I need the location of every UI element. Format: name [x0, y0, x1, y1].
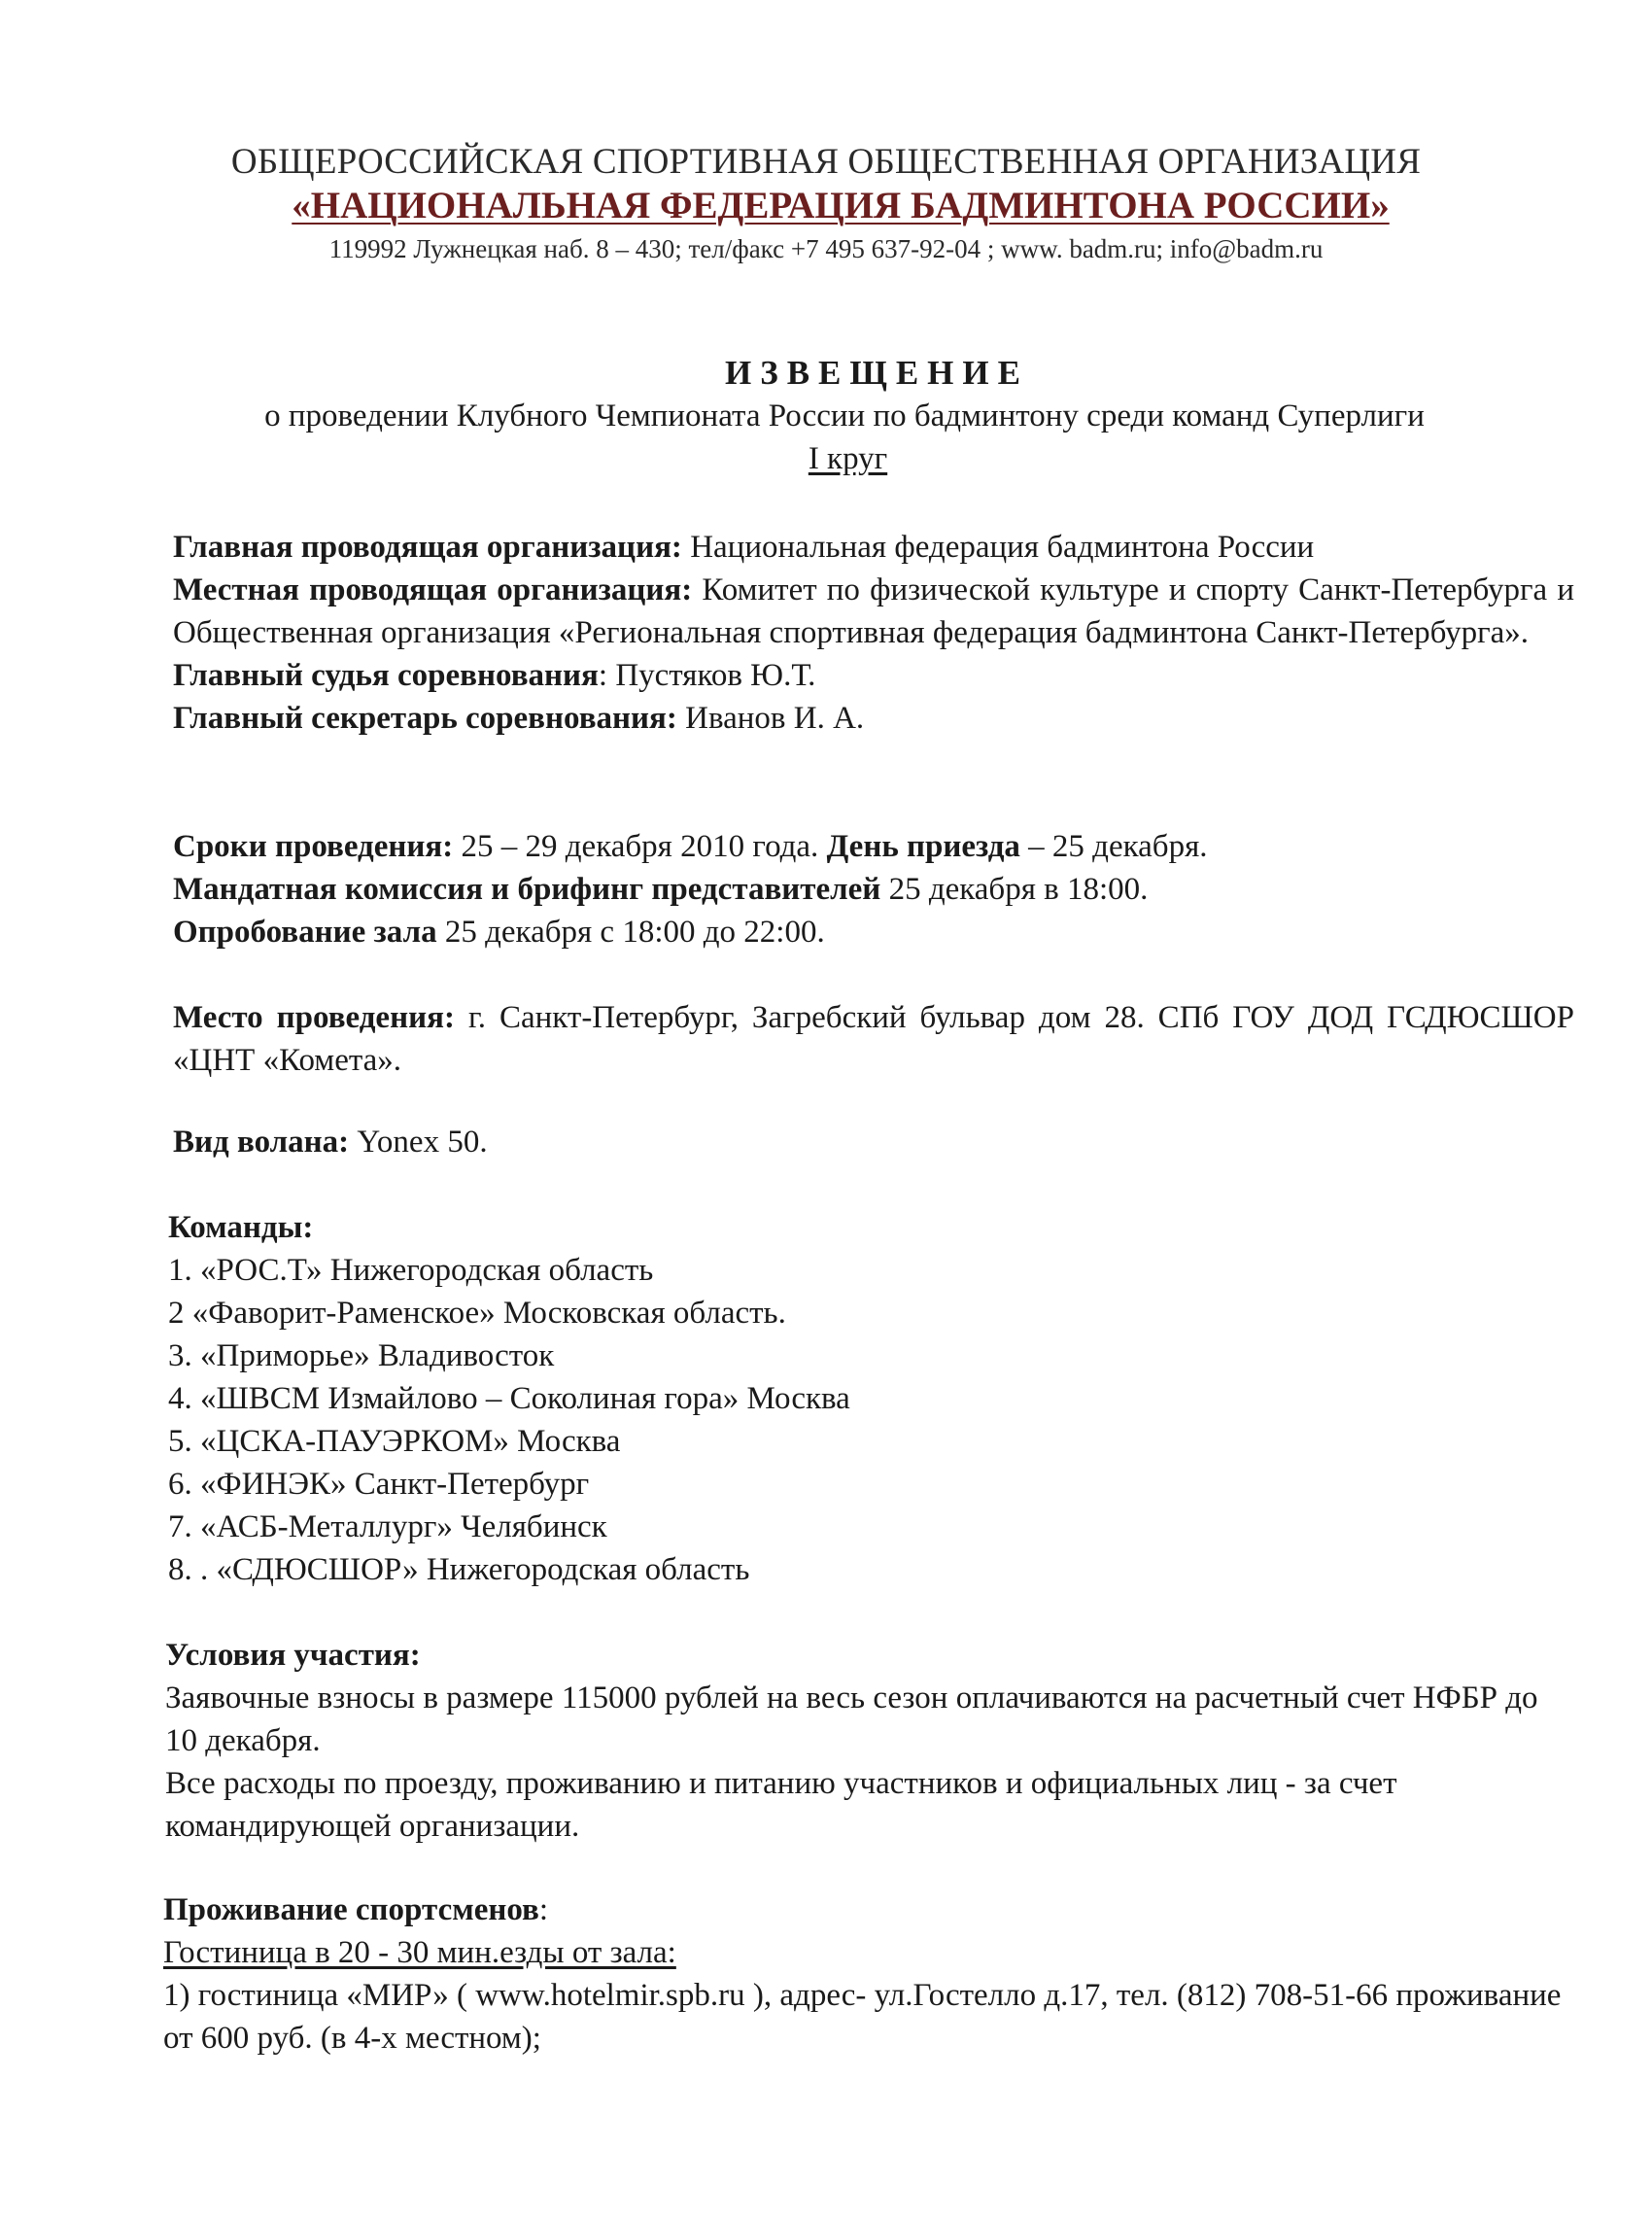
accommodation-label: Проживание спортсменов [163, 1892, 539, 1927]
contact-address: 119992 Лужнецкая наб. 8 – 430; тел/факс +7 495 637-92-04 ; www. badm.ru; info@badm.ru [328, 234, 1324, 263]
expenses: Все расходы по проезду, проживанию и питанию участников и официальных лиц - за счет командирующей организации. [165, 1766, 1397, 1844]
teams-label: Команды: [168, 1210, 314, 1245]
conditions-section [165, 1634, 1569, 1848]
entry-fees: Заявочные взносы в размере 115000 рублей на весь сезон оплачиваются на расчетный счет НФБР до 10 декабря. [165, 1680, 1538, 1758]
main-organizer-value: Национальная федерация бадминтона России [690, 530, 1315, 565]
chief-secretary [173, 697, 1574, 740]
event-period-label: Сроки проведения: [173, 829, 454, 864]
team-item: 8. . «СДЮСШОР» Нижегородская область [168, 1552, 750, 1587]
local-organizer-value: Комитет по физической культуре и спорту Санкт-Петербурга и Общественная организация «Региональная спортивная федерация бадминтона Санкт-Петербурга». [173, 572, 1574, 650]
teams-list [168, 1249, 1569, 1591]
accommodation-heading [163, 1888, 1569, 1931]
arrival-day-label: День приезда [826, 829, 1020, 864]
shuttle-label: Вид волана: [173, 1125, 350, 1160]
hall-trial [173, 911, 1574, 953]
venue [173, 996, 1574, 1082]
notice-round-text: I круг [808, 441, 888, 476]
org-type: ОБЩЕРОССИЙСКАЯ СПОРТИВНАЯ ОБЩЕСТВЕННАЯ ОРГАНИЗАЦИЯ [230, 142, 1422, 182]
team-item: 5. «ЦСКА-ПАУЭРКОМ» Москва [168, 1424, 621, 1459]
main-organizer-label: Главная проводящая организация: [173, 530, 682, 565]
letterhead [0, 141, 1652, 265]
shuttle-value: Yonex 50. [357, 1125, 488, 1160]
chief-judge-label: Главный судья соревнования [173, 658, 599, 693]
team-item: 4. «ШВСМ Измайлово – Соколиная гора» Москва [168, 1381, 850, 1416]
notice-heading [0, 352, 1652, 480]
mandate-commission [173, 868, 1574, 911]
local-organizer [173, 569, 1574, 654]
team-item: 1. «РОС.Т» Нижегородская область [168, 1253, 654, 1288]
arrival-day-value: – 25 декабря. [1028, 829, 1208, 864]
team-item: 2 «Фаворит-Раменское» Московская область. [168, 1296, 786, 1331]
shuttle-type [173, 1121, 1574, 1163]
team-item: 7. «АСБ-Металлург» Челябинск [168, 1509, 607, 1544]
chief-secretary-label: Главный секретарь соревнования: [173, 701, 677, 736]
teams-section [168, 1206, 1569, 1591]
chief-judge [173, 654, 1574, 697]
conditions-label: Условия участия: [165, 1638, 421, 1673]
mandate-commission-label: Мандатная комиссия и брифинг представителей [173, 872, 881, 907]
venue-value: г. Санкт-Петербург, Загребский бульвар дом 28. СПб ГОУ ДОД ГСДЮСШОР «ЦНТ «Комета». [173, 1000, 1574, 1078]
accommodation-label-suffix: : [538, 1892, 549, 1927]
venue-section [173, 996, 1574, 1082]
chief-judge-value: : Пустяков Ю.Т. [598, 658, 816, 693]
accommodation-section [163, 1888, 1569, 2060]
team-item: 6. «ФИНЭК» Санкт-Петербург [168, 1467, 590, 1502]
event-period-value: 25 – 29 декабря 2010 года. [461, 829, 819, 864]
hotel-distance-text: Гостиница в 20 - 30 мин.езды от зала: [163, 1935, 676, 1970]
event-period [173, 825, 1574, 868]
hotel-distance [163, 1931, 1569, 1974]
chief-secretary-value: Иванов И. А. [685, 701, 865, 736]
mandate-commission-value: 25 декабря в 18:00. [888, 872, 1149, 907]
hall-trial-value: 25 декабря с 18:00 до 22:00. [444, 915, 825, 950]
main-organizer [173, 526, 1574, 569]
dates-section [173, 825, 1574, 953]
notice-round [44, 437, 1652, 480]
local-organizer-label: Местная проводящая организация: [173, 572, 693, 607]
federation-name: «НАЦИОНАЛЬНАЯ ФЕДЕРАЦИЯ БАДМИНТОНА РОССИИ» [292, 185, 1390, 226]
notice-title: ИЗВЕЩЕНИЕ [725, 354, 1029, 392]
hall-trial-label: Опробование зала [173, 915, 437, 950]
hotel-item: 1) гостиница «МИР» ( www.hotelmir.spb.ru ), адрес- ул.Гостелло д.17, тел. (812) 708-51-66 проживание от 600 руб. (в 4-х местном); [163, 1978, 1562, 2056]
shuttle-section [173, 1121, 1574, 1163]
organizers-section [173, 526, 1574, 740]
notice-subtitle: о проведении Клубного Чемпионата России по бадминтону среди команд Суперлиги [264, 398, 1425, 433]
team-item: 3. «Приморье» Владивосток [168, 1338, 555, 1373]
venue-label: Место проведения: [173, 1000, 455, 1035]
